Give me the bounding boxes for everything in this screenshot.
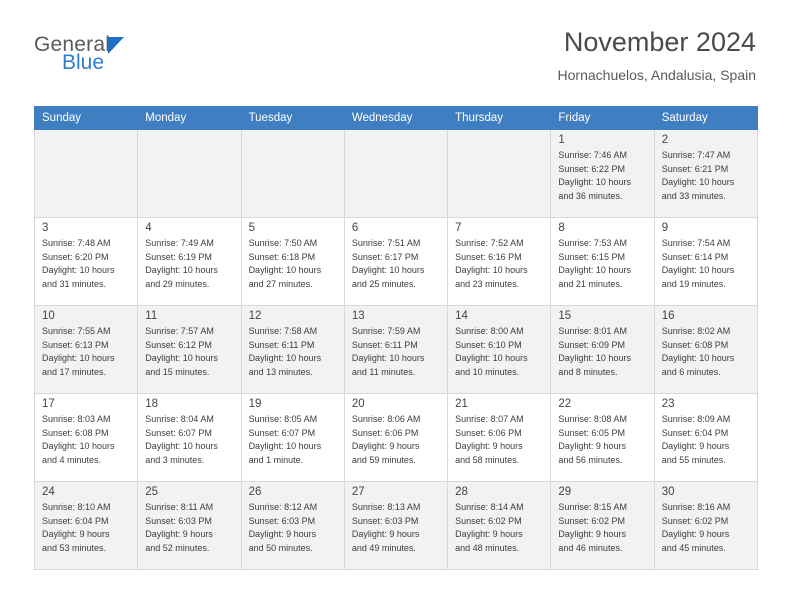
day-sun-info — [42, 325, 131, 380]
day-daylight-text: Daylight: 10 hours — [248, 265, 322, 276]
calendar-day-cell[interactable] — [551, 306, 654, 394]
day-number: 27 — [351, 486, 365, 498]
day-number: 7 — [455, 222, 462, 234]
day-daylight-text: Daylight: 10 hours — [661, 177, 735, 188]
day-sunset-text: Sunset: 6:05 PM — [558, 427, 625, 438]
day-daylight-text: and 23 minutes. — [455, 279, 520, 290]
calendar-cell-empty — [241, 130, 344, 218]
day-number: 13 — [351, 310, 365, 322]
day-sunrise-text: Sunrise: 8:06 AM — [351, 414, 421, 424]
day-sunset-text: Sunset: 6:13 PM — [42, 339, 109, 350]
day-sunrise-text: Sunrise: 8:15 AM — [558, 502, 627, 512]
day-daylight-text: and 4 minutes. — [42, 455, 102, 466]
day-daylight-text: and 52 minutes. — [145, 543, 210, 554]
day-daylight-text: Daylight: 9 hours — [558, 441, 626, 452]
day-sunset-text: Sunset: 6:08 PM — [661, 339, 729, 350]
calendar-day-cell[interactable] — [654, 130, 757, 218]
day-sunset-text: Sunset: 6:04 PM — [661, 427, 729, 438]
day-sun-info — [145, 413, 234, 468]
calendar-day-cell[interactable] — [344, 482, 447, 570]
day-sun-info — [455, 501, 544, 556]
day-number: 12 — [248, 310, 262, 322]
day-daylight-text: Daylight: 9 hours — [351, 441, 420, 452]
day-daylight-text: Daylight: 10 hours — [248, 441, 322, 452]
day-daylight-text: Daylight: 10 hours — [351, 265, 425, 276]
day-daylight-text: Daylight: 9 hours — [661, 529, 730, 540]
day-sunrise-text: Sunrise: 8:16 AM — [661, 502, 731, 512]
day-daylight-text: Daylight: 9 hours — [455, 529, 523, 540]
day-daylight-text: and 6 minutes. — [661, 367, 721, 378]
day-daylight-text: Daylight: 10 hours — [145, 353, 218, 364]
day-sunset-text: Sunset: 6:19 PM — [145, 251, 212, 262]
day-daylight-text: Daylight: 10 hours — [455, 353, 528, 364]
day-sun-info — [352, 237, 441, 292]
day-number: 30 — [661, 486, 675, 498]
day-sunrise-text: Sunrise: 7:46 AM — [558, 150, 627, 160]
day-daylight-text: Daylight: 10 hours — [661, 353, 735, 364]
day-sunset-text: Sunset: 6:21 PM — [661, 163, 729, 174]
day-daylight-text: Daylight: 10 hours — [661, 265, 735, 276]
title-block — [558, 28, 756, 83]
day-daylight-text: Daylight: 10 hours — [455, 265, 528, 276]
day-sun-info — [662, 237, 751, 292]
day-sunrise-text: Sunrise: 7:54 AM — [661, 238, 731, 248]
day-sun-info — [662, 325, 751, 380]
day-daylight-text: and 21 minutes. — [558, 279, 623, 290]
day-sunrise-text: Sunrise: 7:48 AM — [42, 238, 111, 248]
day-sunset-text: Sunset: 6:14 PM — [661, 251, 729, 262]
page-header — [0, 0, 792, 98]
calendar-day-cell[interactable] — [551, 130, 654, 218]
weekday-header-saturday: Saturday — [654, 107, 757, 130]
logo-general-text: General — [34, 33, 111, 56]
day-daylight-text: Daylight: 9 hours — [558, 529, 626, 540]
day-sunset-text: Sunset: 6:16 PM — [455, 251, 522, 262]
day-number: 10 — [42, 310, 55, 322]
day-daylight-text: and 36 minutes. — [558, 191, 623, 202]
day-number: 11 — [145, 310, 158, 322]
page-title: November 2024 — [563, 27, 756, 57]
day-number: 5 — [248, 222, 255, 234]
day-sun-info — [662, 501, 751, 556]
calendar-cell-empty — [448, 130, 551, 218]
day-sun-info — [145, 501, 234, 556]
day-number: 26 — [248, 486, 262, 498]
day-daylight-text: Daylight: 10 hours — [558, 353, 631, 364]
day-sunset-text: Sunset: 6:11 PM — [248, 339, 315, 350]
day-daylight-text: and 10 minutes. — [455, 367, 520, 378]
day-daylight-text: and 50 minutes. — [248, 543, 313, 554]
day-sunrise-text: Sunrise: 7:50 AM — [248, 238, 318, 248]
calendar-week-row — [35, 130, 758, 218]
day-sun-info — [662, 413, 751, 468]
day-sunrise-text: Sunrise: 8:12 AM — [248, 502, 318, 512]
weekday-header-monday: Monday — [138, 107, 241, 130]
day-daylight-text: Daylight: 9 hours — [455, 441, 523, 452]
day-number: 18 — [145, 398, 159, 410]
day-sun-info — [455, 413, 544, 468]
day-daylight-text: and 59 minutes. — [351, 455, 416, 466]
day-number: 15 — [558, 310, 572, 322]
day-sun-info — [558, 149, 647, 204]
day-sunset-text: Sunset: 6:12 PM — [145, 339, 212, 350]
day-daylight-text: Daylight: 10 hours — [42, 353, 115, 364]
calendar-day-cell[interactable] — [448, 306, 551, 394]
sunrise-sunset-calendar — [34, 106, 758, 570]
day-sunset-text: Sunset: 6:02 PM — [455, 515, 522, 526]
day-sun-info — [558, 413, 647, 468]
day-daylight-text: and 25 minutes. — [351, 279, 416, 290]
day-sun-info — [352, 501, 441, 556]
calendar-day-cell[interactable] — [35, 482, 138, 570]
day-number: 8 — [558, 222, 565, 234]
day-daylight-text: and 29 minutes. — [145, 279, 210, 290]
weekday-header-thursday: Thursday — [448, 107, 551, 130]
weekday-header-row — [35, 107, 758, 130]
day-sunrise-text: Sunrise: 8:00 AM — [455, 326, 524, 336]
day-daylight-text: Daylight: 9 hours — [248, 529, 317, 540]
day-sun-info — [558, 501, 647, 556]
calendar-day-cell[interactable] — [344, 394, 447, 482]
day-daylight-text: Daylight: 9 hours — [351, 529, 420, 540]
day-number: 1 — [558, 134, 565, 146]
day-number: 16 — [661, 310, 675, 322]
day-sunrise-text: Sunrise: 8:08 AM — [558, 414, 627, 424]
day-daylight-text: Daylight: 10 hours — [42, 441, 115, 452]
day-sunrise-text: Sunrise: 8:01 AM — [558, 326, 627, 336]
day-number: 25 — [145, 486, 159, 498]
day-sun-info — [558, 325, 647, 380]
day-sun-info — [42, 237, 131, 292]
day-sunrise-text: Sunrise: 8:05 AM — [248, 414, 318, 424]
day-sun-info — [145, 325, 234, 380]
day-number: 17 — [42, 398, 55, 410]
day-sun-info — [662, 149, 751, 204]
calendar-day-cell[interactable] — [654, 218, 757, 306]
calendar-day-cell[interactable] — [551, 482, 654, 570]
day-daylight-text: and 33 minutes. — [661, 191, 726, 202]
day-daylight-text: and 1 minute. — [248, 455, 304, 466]
flag-icon — [108, 37, 124, 54]
day-daylight-text: and 49 minutes. — [351, 543, 416, 554]
logo[interactable] — [34, 28, 124, 73]
calendar-week-row — [35, 482, 758, 570]
day-daylight-text: and 56 minutes. — [558, 455, 623, 466]
day-daylight-text: and 17 minutes. — [42, 367, 107, 378]
day-number: 4 — [145, 222, 152, 234]
day-sunrise-text: Sunrise: 8:09 AM — [661, 414, 731, 424]
calendar-day-cell[interactable] — [138, 394, 241, 482]
day-number: 6 — [351, 222, 359, 234]
day-daylight-text: Daylight: 10 hours — [558, 177, 631, 188]
day-sunset-text: Sunset: 6:09 PM — [558, 339, 625, 350]
day-sunrise-text: Sunrise: 7:52 AM — [455, 238, 524, 248]
calendar-day-cell[interactable] — [241, 218, 344, 306]
calendar-day-cell[interactable] — [35, 218, 138, 306]
day-daylight-text: and 31 minutes. — [42, 279, 107, 290]
day-sunset-text: Sunset: 6:03 PM — [351, 515, 419, 526]
day-daylight-text: and 55 minutes. — [661, 455, 726, 466]
day-sunrise-text: Sunrise: 7:49 AM — [145, 238, 214, 248]
day-sun-info — [249, 237, 338, 292]
day-sunset-text: Sunset: 6:20 PM — [42, 251, 109, 262]
calendar-day-cell[interactable] — [448, 482, 551, 570]
day-sunrise-text: Sunrise: 8:10 AM — [42, 502, 111, 512]
calendar-day-cell[interactable] — [448, 394, 551, 482]
calendar-day-cell[interactable] — [241, 306, 344, 394]
day-sunrise-text: Sunrise: 8:03 AM — [42, 414, 111, 424]
calendar-cell-empty — [35, 130, 138, 218]
day-number: 21 — [455, 398, 468, 410]
calendar-week-row — [35, 306, 758, 394]
calendar-day-cell[interactable] — [448, 218, 551, 306]
day-daylight-text: Daylight: 10 hours — [42, 265, 115, 276]
day-daylight-text: Daylight: 9 hours — [42, 529, 110, 540]
calendar-day-cell[interactable] — [138, 482, 241, 570]
calendar-day-cell[interactable] — [241, 394, 344, 482]
day-daylight-text: and 45 minutes. — [661, 543, 726, 554]
day-daylight-text: and 13 minutes. — [248, 367, 313, 378]
day-sun-info — [558, 237, 647, 292]
day-sunset-text: Sunset: 6:07 PM — [145, 427, 212, 438]
day-sunrise-text: Sunrise: 7:53 AM — [558, 238, 627, 248]
day-daylight-text: Daylight: 10 hours — [248, 353, 322, 364]
day-sunset-text: Sunset: 6:02 PM — [558, 515, 625, 526]
weekday-header-sunday: Sunday — [35, 107, 138, 130]
day-daylight-text: Daylight: 10 hours — [145, 265, 218, 276]
calendar-day-cell[interactable] — [344, 218, 447, 306]
day-sunrise-text: Sunrise: 7:51 AM — [351, 238, 421, 248]
day-daylight-text: Daylight: 10 hours — [145, 441, 218, 452]
day-daylight-text: and 19 minutes. — [661, 279, 726, 290]
day-number: 3 — [42, 222, 49, 234]
day-sunset-text: Sunset: 6:06 PM — [351, 427, 419, 438]
day-daylight-text: and 15 minutes. — [145, 367, 210, 378]
calendar-week-row — [35, 394, 758, 482]
calendar-cell-empty — [344, 130, 447, 218]
day-sunrise-text: Sunrise: 7:57 AM — [145, 326, 214, 336]
day-daylight-text: and 53 minutes. — [42, 543, 107, 554]
day-daylight-text: and 3 minutes. — [145, 455, 205, 466]
day-number: 9 — [661, 222, 669, 234]
day-number: 14 — [455, 310, 468, 322]
day-sun-info — [352, 325, 441, 380]
day-sunset-text: Sunset: 6:22 PM — [558, 163, 625, 174]
day-sunset-text: Sunset: 6:03 PM — [248, 515, 316, 526]
calendar-day-cell[interactable] — [654, 306, 757, 394]
day-daylight-text: and 27 minutes. — [248, 279, 313, 290]
day-daylight-text: and 11 minutes. — [351, 367, 416, 378]
day-sun-info — [249, 325, 338, 380]
day-number: 20 — [351, 398, 365, 410]
day-sunset-text: Sunset: 6:04 PM — [42, 515, 109, 526]
calendar-day-cell[interactable] — [241, 482, 344, 570]
day-sun-info — [145, 237, 234, 292]
day-daylight-text: and 58 minutes. — [455, 455, 520, 466]
day-number: 23 — [661, 398, 675, 410]
calendar-cell-empty — [138, 130, 241, 218]
day-sunset-text: Sunset: 6:08 PM — [42, 427, 109, 438]
day-sun-info — [249, 501, 338, 556]
day-number: 22 — [558, 398, 572, 410]
logo-blue-text: Blue — [62, 51, 105, 74]
day-sunset-text: Sunset: 6:11 PM — [351, 339, 418, 350]
day-sunset-text: Sunset: 6:10 PM — [455, 339, 522, 350]
day-sunrise-text: Sunrise: 8:07 AM — [455, 414, 524, 424]
day-daylight-text: and 46 minutes. — [558, 543, 623, 554]
day-number: 29 — [558, 486, 572, 498]
day-sun-info — [42, 501, 131, 556]
day-number: 24 — [42, 486, 55, 498]
day-sunrise-text: Sunrise: 7:47 AM — [661, 150, 731, 160]
calendar-day-cell[interactable] — [551, 394, 654, 482]
day-sunset-text: Sunset: 6:15 PM — [558, 251, 625, 262]
calendar-day-cell[interactable] — [551, 218, 654, 306]
day-sunrise-text: Sunrise: 8:13 AM — [351, 502, 421, 512]
day-number: 2 — [661, 134, 669, 146]
day-sunrise-text: Sunrise: 7:59 AM — [351, 326, 421, 336]
day-sun-info — [455, 237, 544, 292]
calendar-week-row — [35, 218, 758, 306]
day-sunset-text: Sunset: 6:07 PM — [248, 427, 316, 438]
day-sunrise-text: Sunrise: 8:04 AM — [145, 414, 214, 424]
day-sunrise-text: Sunrise: 7:55 AM — [42, 326, 111, 336]
calendar-day-cell[interactable] — [654, 394, 757, 482]
weekday-header-friday: Friday — [551, 107, 654, 130]
calendar-day-cell[interactable] — [35, 306, 138, 394]
day-sun-info — [352, 413, 441, 468]
day-sunrise-text: Sunrise: 8:14 AM — [455, 502, 524, 512]
day-sunset-text: Sunset: 6:17 PM — [351, 251, 419, 262]
calendar-body — [35, 130, 758, 570]
day-sun-info — [42, 413, 131, 468]
calendar-day-cell[interactable] — [138, 218, 241, 306]
day-daylight-text: and 8 minutes. — [558, 367, 618, 378]
day-sun-info — [455, 325, 544, 380]
day-sunset-text: Sunset: 6:06 PM — [455, 427, 522, 438]
day-sunrise-text: Sunrise: 8:02 AM — [661, 326, 731, 336]
day-daylight-text: and 48 minutes. — [455, 543, 520, 554]
calendar-day-cell[interactable] — [654, 482, 757, 570]
day-sun-info — [249, 413, 338, 468]
day-number: 28 — [455, 486, 468, 498]
day-daylight-text: Daylight: 10 hours — [351, 353, 425, 364]
location-subtitle: Hornachuelos, Andalusia, Spain — [557, 66, 756, 83]
calendar-day-cell[interactable] — [35, 394, 138, 482]
weekday-header-tuesday: Tuesday — [241, 107, 344, 130]
day-sunset-text: Sunset: 6:18 PM — [248, 251, 316, 262]
day-sunrise-text: Sunrise: 7:58 AM — [248, 326, 318, 336]
day-daylight-text: Daylight: 9 hours — [661, 441, 730, 452]
calendar-day-cell[interactable] — [138, 306, 241, 394]
day-sunset-text: Sunset: 6:02 PM — [661, 515, 729, 526]
day-daylight-text: Daylight: 9 hours — [145, 529, 213, 540]
calendar-day-cell[interactable] — [344, 306, 447, 394]
day-sunset-text: Sunset: 6:03 PM — [145, 515, 212, 526]
weekday-header-wednesday: Wednesday — [344, 107, 447, 130]
day-number: 19 — [248, 398, 262, 410]
day-daylight-text: Daylight: 10 hours — [558, 265, 631, 276]
day-sunrise-text: Sunrise: 8:11 AM — [145, 502, 214, 512]
